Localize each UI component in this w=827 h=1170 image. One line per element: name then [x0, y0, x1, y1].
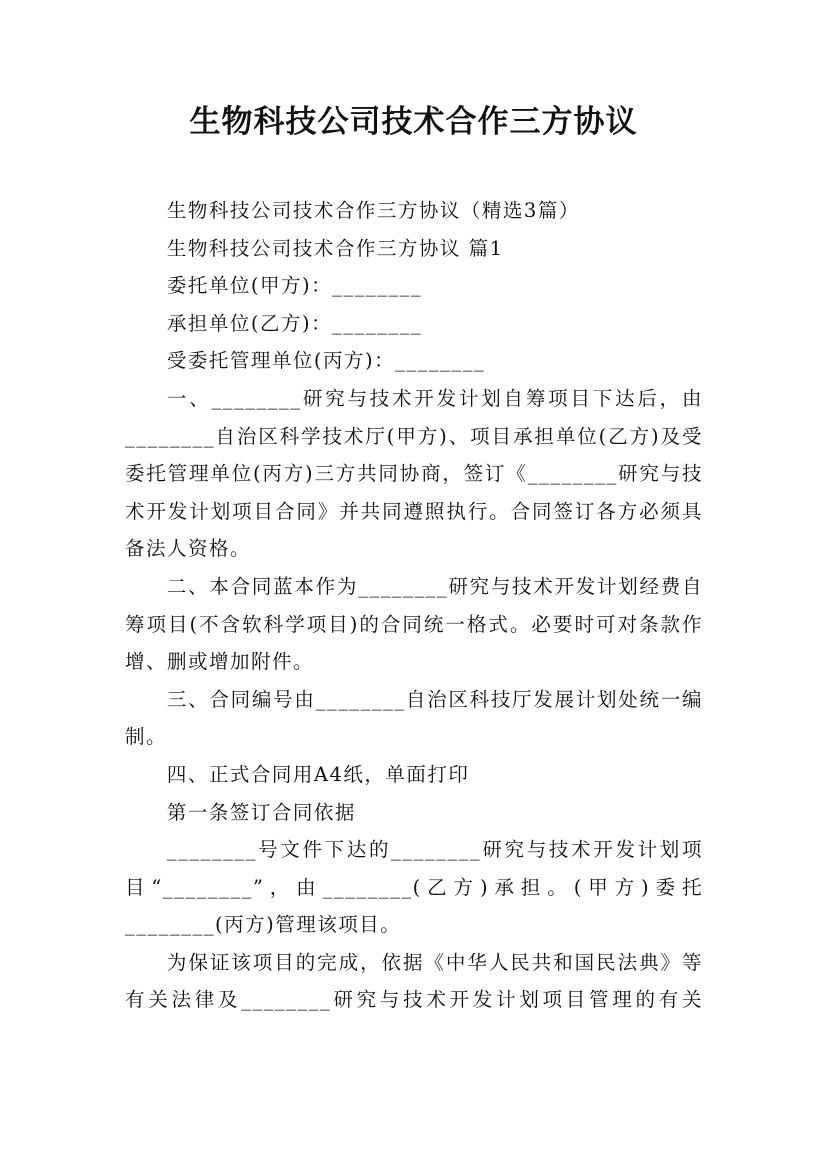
- paragraph-purpose: 为保证该项目的完成，依据《中华人民共和国民法典》等有关法律及________研究与技术开发计划项目管理的有关: [125, 950, 703, 1012]
- paragraph-party-a: 委托单位(甲方)：________: [166, 274, 423, 298]
- paragraph-clause-2: 二、本合同蓝本作为________研究与技术开发计划经费自筹项目(不含软科学项目)的合同统一格式。必要时可对条款作增、删或增加附件。: [125, 574, 703, 674]
- paragraph-party-c: 受委托管理单位(丙方)：________: [166, 349, 486, 373]
- paragraph-subtitle: 生物科技公司技术合作三方协议（精选3篇）: [166, 199, 580, 222]
- paragraph-clause-4: 四、正式合同用A4纸，单面打印: [166, 762, 470, 786]
- paragraph-party-b: 承担单位(乙方)：________: [166, 311, 423, 335]
- paragraph-article-1-body: ________号文件下达的________研究与技术开发计划项目“________”，由________(乙方)承担。(甲方)委托________(丙方)管理该项目。: [125, 838, 703, 937]
- paragraph-clause-3: 三、合同编号由________自治区科技厅发展计划处统一编制。: [125, 687, 703, 749]
- document-body: [125, 192, 703, 1019]
- paragraph-article-1-heading: 第一条签订合同依据: [166, 800, 356, 824]
- paragraph-section-heading: 生物科技公司技术合作三方协议 篇1: [166, 236, 504, 260]
- paragraph-clause-1: 一、________研究与技术开发计划自筹项目下达后，由________自治区科学技术厅(甲方)、项目承担单位(乙方)及受委托管理单位(丙方)三方共同协商，签订《________研究与技术开发计划项目合同》并共同遵照执行。合同签订各方必须具备法人资格。: [125, 386, 703, 561]
- document-title: 生物科技公司技术合作三方协议: [189, 104, 638, 140]
